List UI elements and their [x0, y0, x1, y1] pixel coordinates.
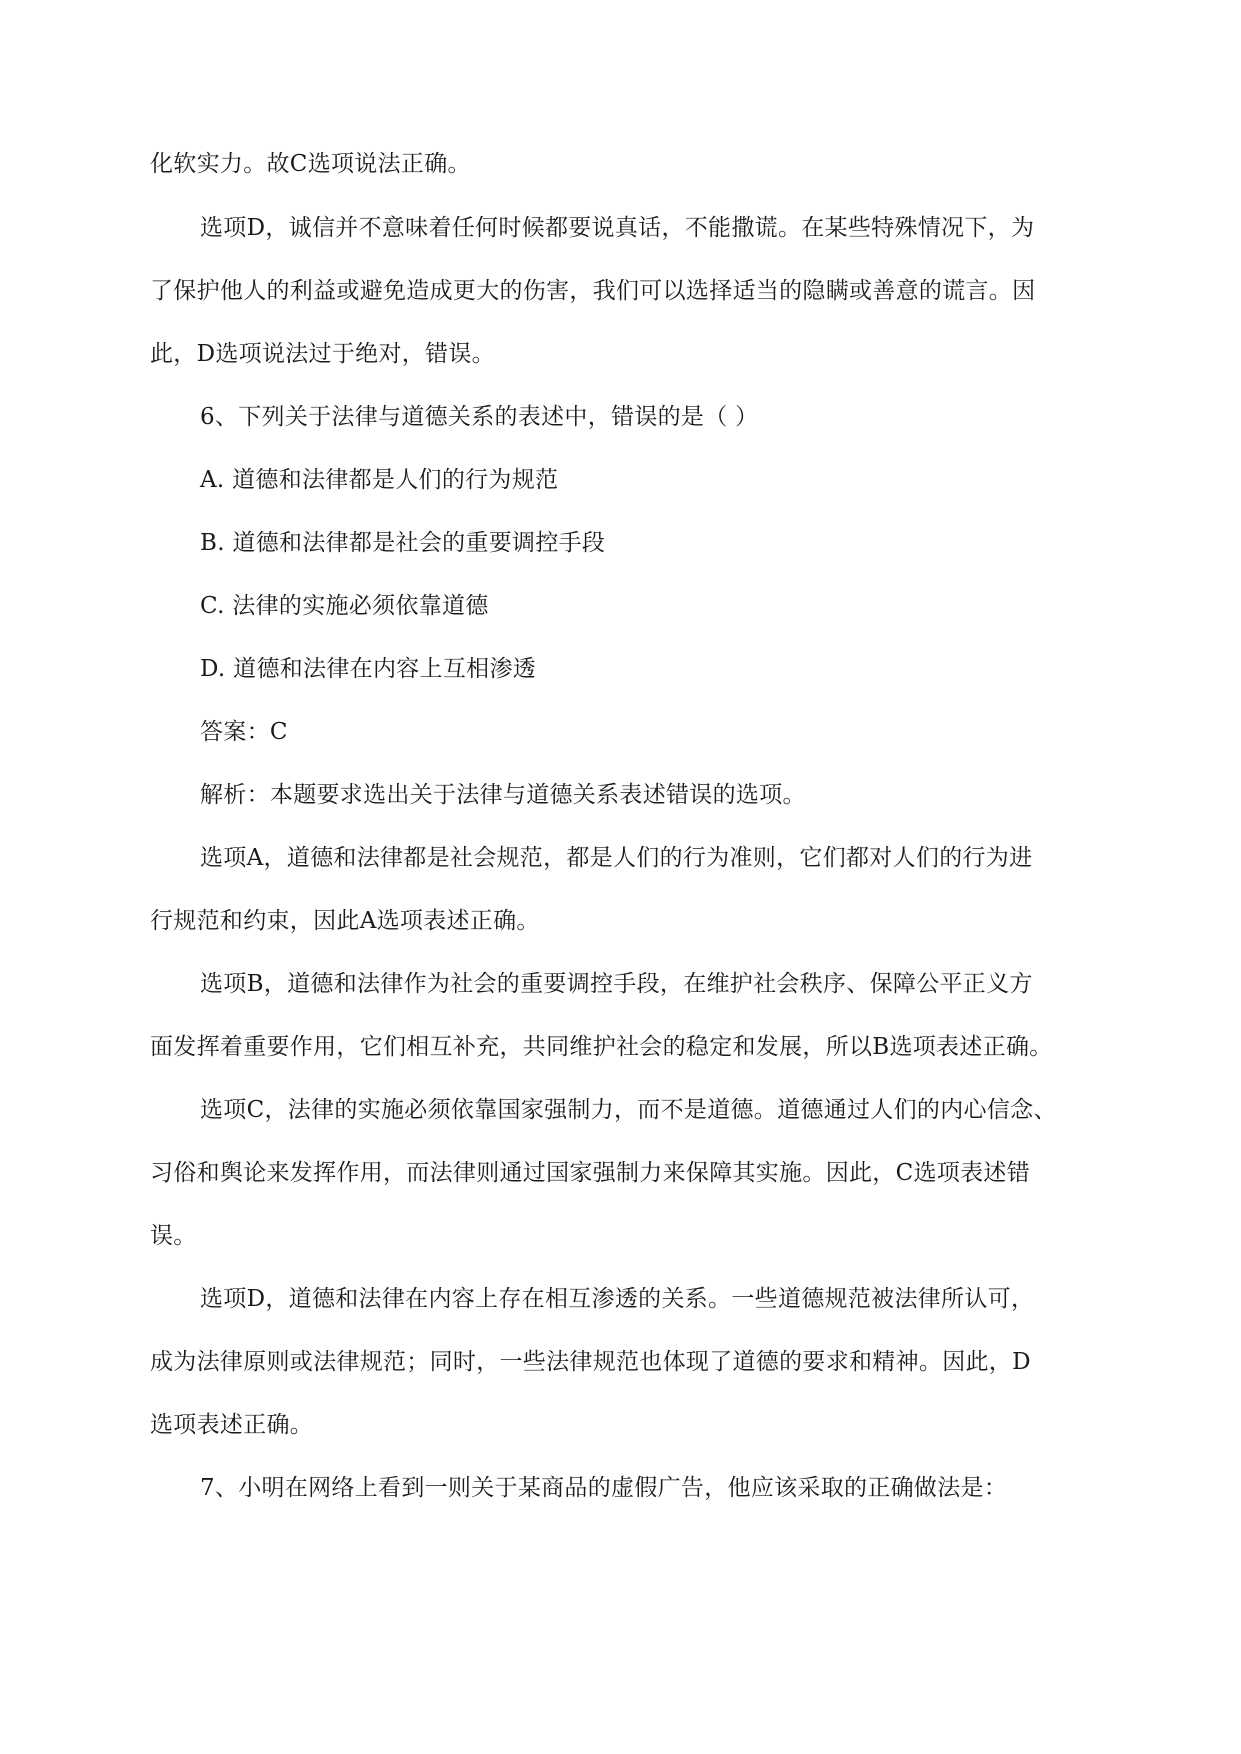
question-7-title: 7、小明在网络上看到一则关于某商品的虚假广告，他应该采取的正确做法是：	[200, 1475, 1008, 1501]
analysis-intro: 解析：本题要求选出关于法律与道德关系表述错误的选项。	[200, 782, 806, 808]
text-line: 选项C，法律的实施必须依靠国家强制力，而不是道德。道德通过人们的内心信念、	[200, 1097, 1057, 1123]
option-a: A. 道德和法律都是人们的行为规范	[200, 467, 559, 493]
text-line: 选项D，诚信并不意味着任何时候都要说真话，不能撒谎。在某些特殊情况下，为	[200, 215, 1035, 241]
text-line: 习俗和舆论来发挥作用，而法律则通过国家强制力来保障其实施。因此，C选项表述错	[150, 1160, 1030, 1186]
text-line: 选项表述正确。	[150, 1412, 314, 1438]
text-line: 误。	[150, 1223, 197, 1249]
option-d: D. 道德和法律在内容上互相渗透	[200, 656, 537, 682]
option-c: C. 法律的实施必须依靠道德	[200, 593, 489, 619]
text-line: 选项D，道德和法律在内容上存在相互渗透的关系。一些道德规范被法律所认可，	[200, 1286, 1035, 1312]
text-line: 选项B，道德和法律作为社会的重要调控手段，在维护社会秩序、保障公平正义方	[200, 971, 1033, 997]
text-line: 行规范和约束，因此A选项表述正确。	[150, 908, 540, 934]
text-line: 选项A，道德和法律都是社会规范，都是人们的行为准则，它们都对人们的行为进	[200, 845, 1033, 871]
text-line: 此，D选项说法过于绝对，错误。	[150, 341, 495, 367]
option-b: B. 道德和法律都是社会的重要调控手段	[200, 530, 606, 556]
question-6-title: 6、下列关于法律与道德关系的表述中，错误的是（ ）	[200, 404, 759, 430]
text-line: 化软实力。故C选项说法正确。	[150, 151, 471, 177]
text-line: 了保护他人的利益或避免造成更大的伤害，我们可以选择适当的隐瞒或善意的谎言。因	[150, 278, 1036, 304]
text-line: 成为法律原则或法律规范；同时，一些法律规范也体现了道德的要求和精神。因此，D	[150, 1349, 1031, 1375]
text-line: 面发挥着重要作用，它们相互补充，共同维护社会的稳定和发展，所以B选项表述正确。	[150, 1034, 1053, 1060]
answer: 答案：C	[200, 719, 288, 745]
